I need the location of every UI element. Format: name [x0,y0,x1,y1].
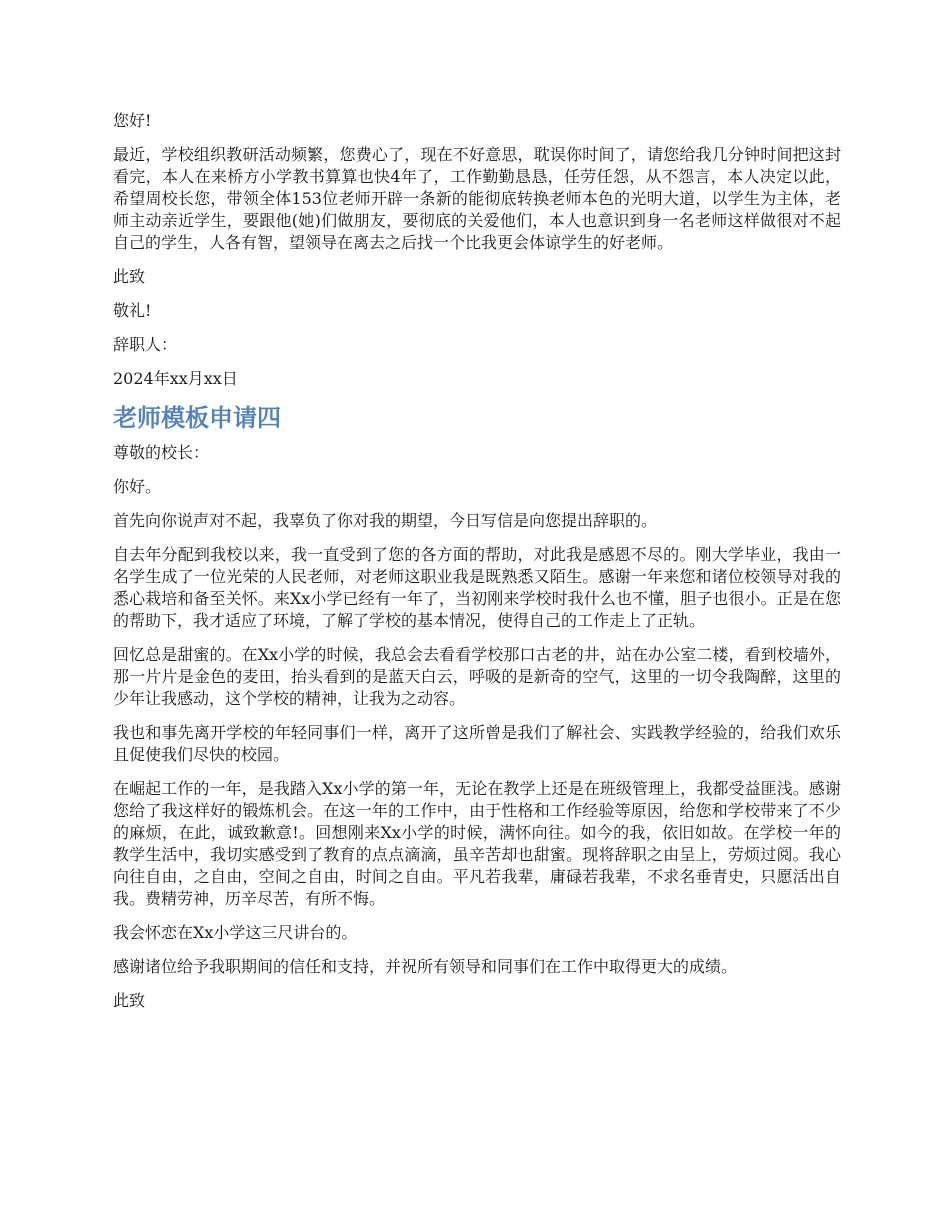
document-page [113,110,841,1024]
section-heading: 老师模板申请四 [113,404,281,432]
closing-2: 此致 [113,991,146,1010]
signature-1: 辞职人： [113,335,178,354]
body-paragraph: 在崛起工作的一年，是我踏入Xx小学的第一年，无论在教学上还是在班级管理上，我都受益匪浅。感谢您给了我这样好的锻炼机会。在这一年的工作中，由于性格和工作经验等原因，给您和学校带来了不少的麻烦，在此，诚致歉意!。回想刚来Xx小学的时候，满怀向往。如今的我，依旧如故。在学校一年的教学生活中，我切实感受到了教育的点点滴滴，虽辛苦却也甜蜜。现将辞职之由呈上，劳烦过阅。我心向往自由，之自由，空间之自由，时间之自由。平凡若我辈，庸碌若我辈，不求名垂青史，只愿活出自我。费精劳神，历辛尽苦，有所不悔。 [113,779,841,908]
body-paragraph: 自去年分配到我校以来，我一直受到了您的各方面的帮助，对此我是感恩不尽的。刚大学毕业，我由一名学生成了一位光荣的人民老师，对老师这职业我是既熟悉又陌生。感谢一年来您和诸位校领导对我的悉心栽培和备至关怀。来Xx小学已经有一年了，当初刚来学校时我什么也不懂，胆子也很小。正是在您的帮助下，我才适应了环境，了解了学校的基本情况，使得自己的工作走上了正轨。 [113,545,841,630]
salute-1: 敬礼! [113,301,152,320]
body-paragraph: 我会怀恋在Xx小学这三尺讲台的。 [113,923,358,942]
hello-2: 你好。 [113,477,162,496]
closing-1: 此致 [113,267,146,286]
body-paragraph-1: 最近，学校组织教研活动频繁，您费心了，现在不好意思，耽误你时间了，请您给我几分钟时间把这封看完，本人在来桥方小学教书算算也快4年了，工作勤勤恳恳，任劳任怨，从不怨言，本人决定以此，希望周校长您，带领全体153位老师开辟一条新的能彻底转换老师本色的光明大道，以学生为主体，老师主动亲近学生，要跟他(她)们做朋友，要彻底的关爱他们，本人也意识到身一名老师这样做很对不起自己的学生，人各有智，望领导在离去之后找一个比我更会体谅学生的好老师。 [113,145,841,252]
greeting-1: 您好! [113,111,152,130]
body-paragraph: 我也和事先离开学校的年轻同事们一样，离开了这所曾是我们了解社会、实践教学经验的，给我们欢乐且促使我们尽快的校园。 [113,723,841,764]
greeting-2: 尊敬的校长： [113,443,210,462]
body-paragraph: 感谢诸位给予我职期间的信任和支持，并祝所有领导和同事们在工作中取得更大的成绩。 [113,957,738,976]
body-paragraph: 首先向你说声对不起，我辜负了你对我的期望，今日写信是向您提出辞职的。 [113,511,658,530]
date-1: 2024年xx月xx日 [113,369,238,388]
body-paragraph: 回忆总是甜蜜的。在Xx小学的时候，我总会去看看学校那口古老的井，站在办公室二楼，看到校墙外，那一片片是金色的麦田，抬头看到的是蓝天白云，呼吸的是新奇的空气，这里的一切令我陶醉，这里的少年让我感动，这个学校的精神，让我为之动容。 [113,645,841,708]
